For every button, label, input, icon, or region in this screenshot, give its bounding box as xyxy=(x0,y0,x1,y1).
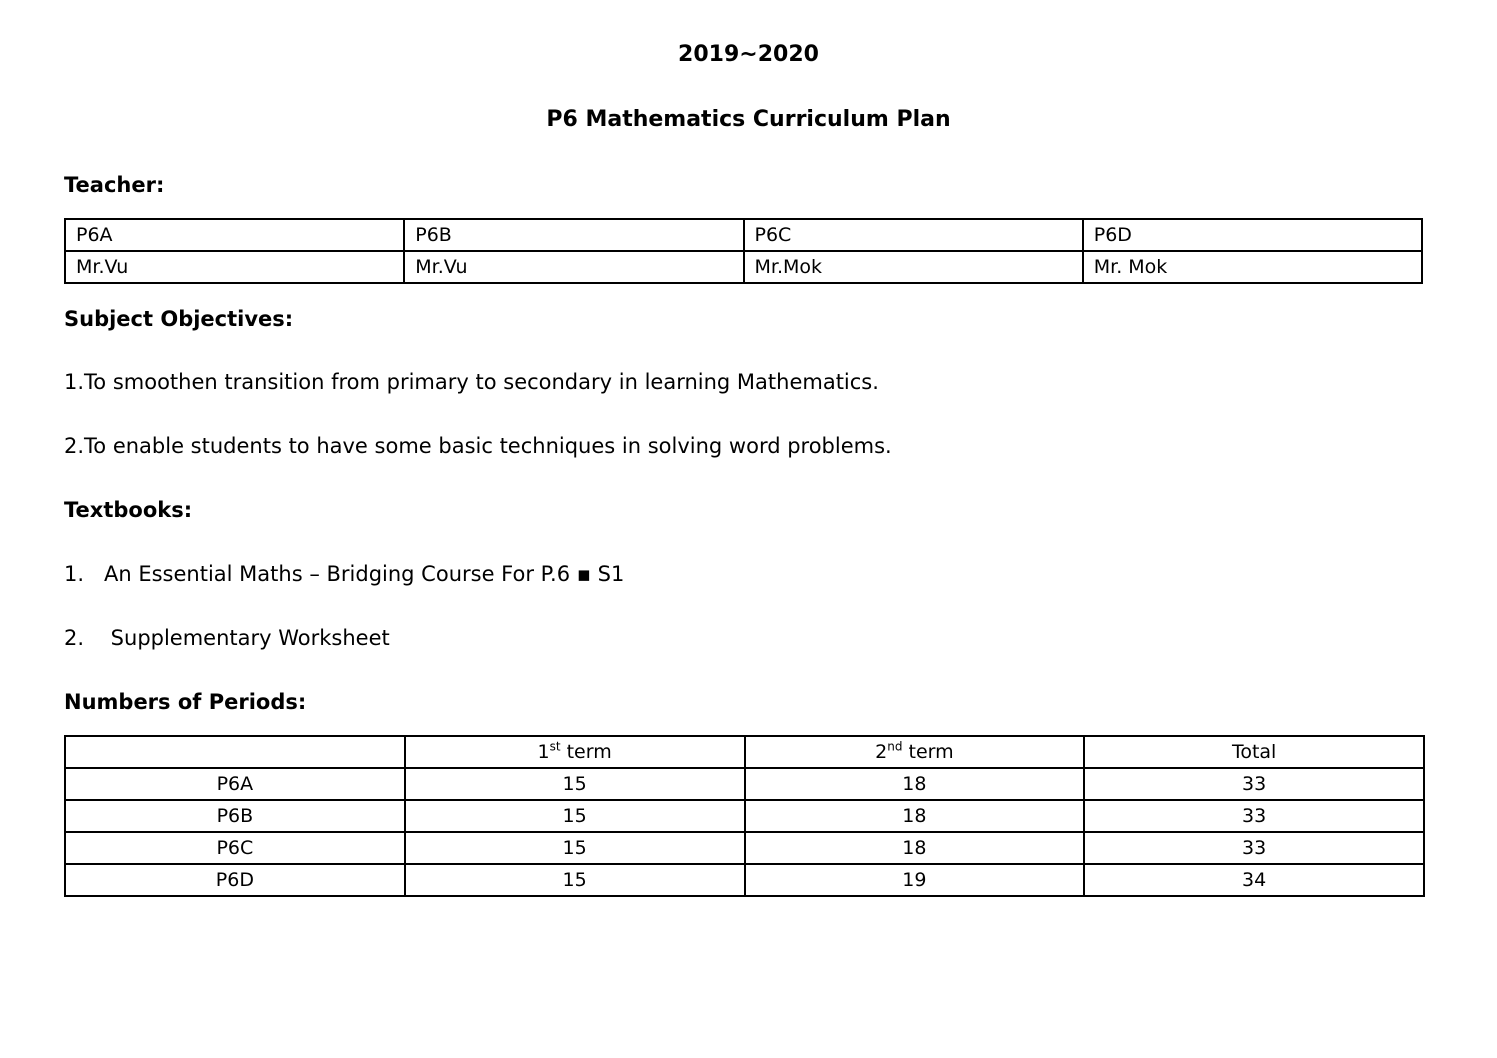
teacher-class-row xyxy=(65,219,1422,251)
class-cell: P6B xyxy=(404,219,743,251)
total-cell: 33 xyxy=(1084,800,1424,832)
term1-cell: 15 xyxy=(405,768,745,800)
term1-suffix: st xyxy=(549,739,561,754)
table-row xyxy=(65,800,1424,832)
textbook-item xyxy=(64,626,390,650)
term2-cell: 19 xyxy=(745,864,1085,896)
teacher-table xyxy=(64,218,1423,284)
class-cell: P6D xyxy=(1083,219,1422,251)
objective-item: 1.To smoothen transition from primary to secondary in learning Mathematics. xyxy=(64,370,879,394)
term1-number: 1 xyxy=(537,741,550,763)
term1-cell: 15 xyxy=(405,864,745,896)
class-cell: P6B xyxy=(65,800,405,832)
term1-header-cell xyxy=(405,736,745,768)
total-cell: 34 xyxy=(1084,864,1424,896)
textbooks-heading: Textbooks: xyxy=(64,498,193,522)
total-header-cell: Total xyxy=(1084,736,1424,768)
class-cell: P6A xyxy=(65,219,404,251)
table-row xyxy=(65,832,1424,864)
periods-table xyxy=(64,735,1425,897)
page-title: P6 Mathematics Curriculum Plan xyxy=(546,107,951,132)
class-cell: P6D xyxy=(65,864,405,896)
total-cell: 33 xyxy=(1084,832,1424,864)
teacher-heading: Teacher: xyxy=(64,173,165,197)
term1-cell: 15 xyxy=(405,800,745,832)
teacher-name-cell: Mr.Vu xyxy=(404,251,743,283)
class-cell: P6C xyxy=(65,832,405,864)
term1-word: term xyxy=(560,741,612,763)
term1-cell: 15 xyxy=(405,832,745,864)
textbook-item xyxy=(64,562,624,586)
class-cell: P6A xyxy=(65,768,405,800)
table-row xyxy=(65,768,1424,800)
table-row xyxy=(65,864,1424,896)
term2-number: 2 xyxy=(875,741,888,763)
objective-item: 2.To enable students to have some basic techniques in solving word problems. xyxy=(64,434,892,458)
list-number: 2. xyxy=(64,626,85,650)
term2-cell: 18 xyxy=(745,832,1085,864)
term2-suffix: nd xyxy=(887,739,903,754)
year-heading: 2019~2020 xyxy=(678,42,819,67)
teacher-name-row xyxy=(65,251,1422,283)
teacher-name-cell: Mr. Mok xyxy=(1083,251,1422,283)
teacher-name-cell: Mr.Mok xyxy=(744,251,1083,283)
term2-header-cell xyxy=(745,736,1085,768)
textbook-title: An Essential Maths – Bridging Course For P.6 ▪ S1 xyxy=(104,562,625,586)
total-cell: 33 xyxy=(1084,768,1424,800)
periods-heading: Numbers of Periods: xyxy=(64,690,307,714)
list-number: 1. xyxy=(64,562,85,586)
term2-word: term xyxy=(902,741,954,763)
textbook-title: Supplementary Worksheet xyxy=(104,626,390,650)
class-cell: P6C xyxy=(744,219,1083,251)
term2-cell: 18 xyxy=(745,768,1085,800)
objectives-heading: Subject Objectives: xyxy=(64,307,294,331)
teacher-name-cell: Mr.Vu xyxy=(65,251,404,283)
term2-cell: 18 xyxy=(745,800,1085,832)
blank-header-cell xyxy=(65,736,405,768)
periods-header-row xyxy=(65,736,1424,768)
